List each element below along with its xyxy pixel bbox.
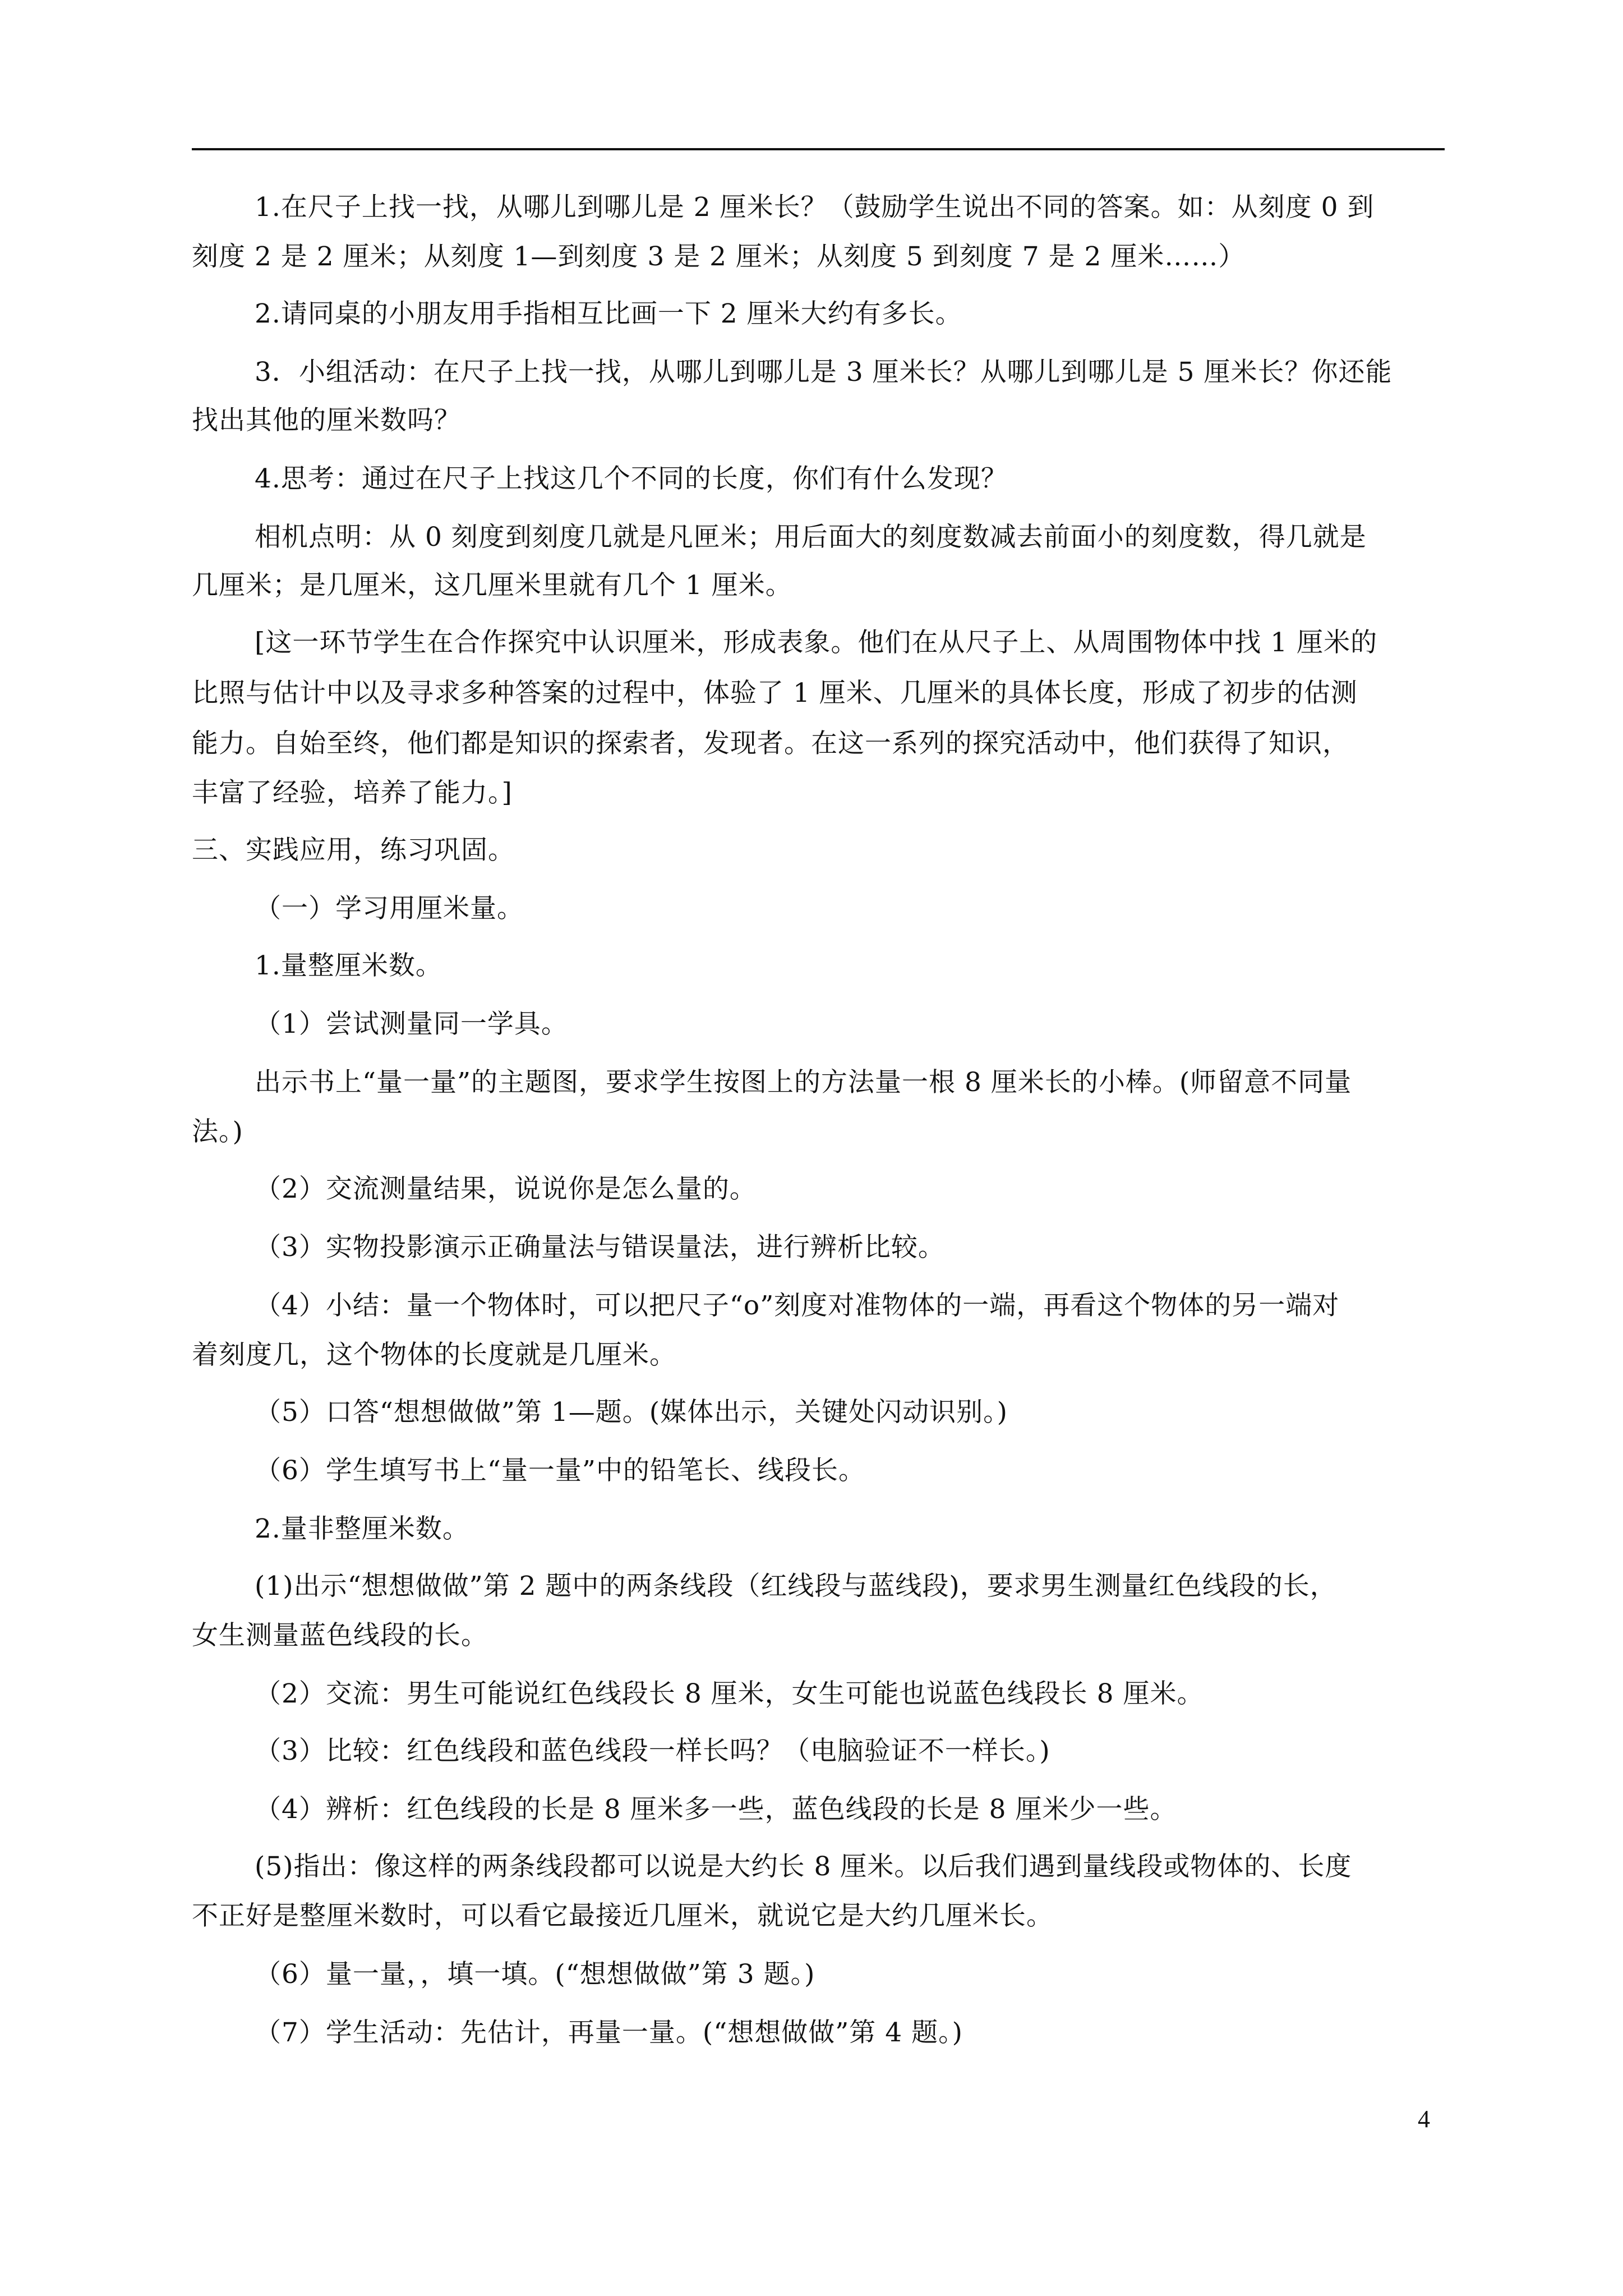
text-line: （6）学生填写书上“量一量”中的铅笔长、线段长。: [255, 1455, 865, 1486]
text-line: 女生测量蓝色线段的长。: [192, 1620, 488, 1651]
page-number: 4: [1418, 2105, 1430, 2133]
text-line: （1）尝试测量同一学具。: [255, 1009, 568, 1039]
text-line: 4.思考：通过在尺子上找这几个不同的长度，你们有什么发现？: [255, 463, 1008, 494]
text-line: 2.请同桌的小朋友用手指相互比画一下 2 厘米大约有多长。: [255, 298, 962, 329]
text-line: (1)出示“想想做做”第 2 题中的两条线段（红线段与蓝线段)，要求男生测量红色线段的长，: [255, 1571, 1337, 1602]
text-line: （7）学生活动：先估计，再量一量。(“想想做做”第 4 题。): [255, 2017, 963, 2048]
text-line: [这一环节学生在合作探究中认识厘米，形成表象。他们在从尺子上、从周围物体中找 1 厘米的: [255, 627, 1378, 658]
text-line: 比照与估计中以及寻求多种答案的过程中，体验了 1 厘米、几厘米的具体长度，形成了初步的估测: [192, 678, 1358, 708]
text-line: （4）辨析：红色线段的长是 8 厘米多一些，蓝色线段的长是 8 厘米少一些。: [255, 1794, 1177, 1825]
text-line: 能力。自始至终，他们都是知识的探索者，发现者。在这一系列的探究活动中，他们获得了知识，: [192, 728, 1349, 759]
text-line: 着刻度几，这个物体的长度就是几厘米。: [192, 1340, 676, 1370]
text-line: 3．小组活动：在尺子上找一找，从哪儿到哪儿是 3 厘米长？从哪儿到哪儿是 5 厘米长？你还能: [255, 357, 1393, 388]
text-line: （一）学习用厘米量。: [255, 893, 524, 924]
text-line: （6）量一量，，填一填。(“想想做做”第 3 题。): [255, 1959, 815, 1990]
text-line: （3）比较：红色线段和蓝色线段一样长吗？（电脑验证不一样长。): [255, 1736, 1050, 1766]
text-line: （2）交流：男生可能说红色线段长 8 厘米，女生可能也说蓝色线段长 8 厘米。: [255, 1678, 1204, 1709]
header-rule: [192, 148, 1445, 150]
text-line: 几厘米；是几厘米，这几厘米里就有几个 1 厘米。: [192, 570, 792, 601]
text-line: （3）实物投影演示正确量法与错误量法，进行辨析比较。: [255, 1232, 945, 1263]
text-line: 找出其他的厘米数吗？: [192, 405, 461, 436]
text-line: 法。): [192, 1116, 243, 1147]
text-line: 相机点明：从 0 刻度到刻度几就是凡匣米；用后面大的刻度数减去前面小的刻度数，得几就是: [255, 522, 1367, 553]
text-line: 刻度 2 是 2 厘米；从刻度 1—到刻度 3 是 2 厘米；从刻度 5 到刻度 7 是 2 厘米……）: [192, 241, 1246, 272]
text-line: 不正好是整厘米数时，可以看它最接近几厘米，就说它是大约几厘米长。: [192, 1901, 1053, 1931]
text-line: （4）小结：量一个物体时，可以把尺子“o”刻度对准物体的一端，再看这个物体的另一端对: [255, 1290, 1340, 1321]
text-line: 2.量非整厘米数。: [255, 1513, 469, 1544]
text-line: 丰富了经验，培养了能力。]: [192, 777, 513, 808]
text-line: (5)指出：像这样的两条线段都可以说是大约长 8 厘米。以后我们遇到量线段或物体的、长度: [255, 1851, 1352, 1882]
text-line: 1.在尺子上找一找，从哪儿到哪儿是 2 厘米长？（鼓励学生说出不同的答案。如：从刻度 0 到: [255, 192, 1375, 223]
text-line: （2）交流测量结果，说说你是怎么量的。: [255, 1174, 757, 1204]
text-line: （5）口答“想想做做”第 1—题。(媒体出示，关键处闪动识别。): [255, 1397, 1008, 1428]
text-line: 1.量整厘米数。: [255, 950, 442, 981]
text-line: 出示书上“量一量”的主题图，要求学生按图上的方法量一根 8 厘米长的小棒。(师留意不同量: [255, 1067, 1352, 1098]
text-line: 三、实践应用，练习巩固。: [192, 835, 515, 866]
